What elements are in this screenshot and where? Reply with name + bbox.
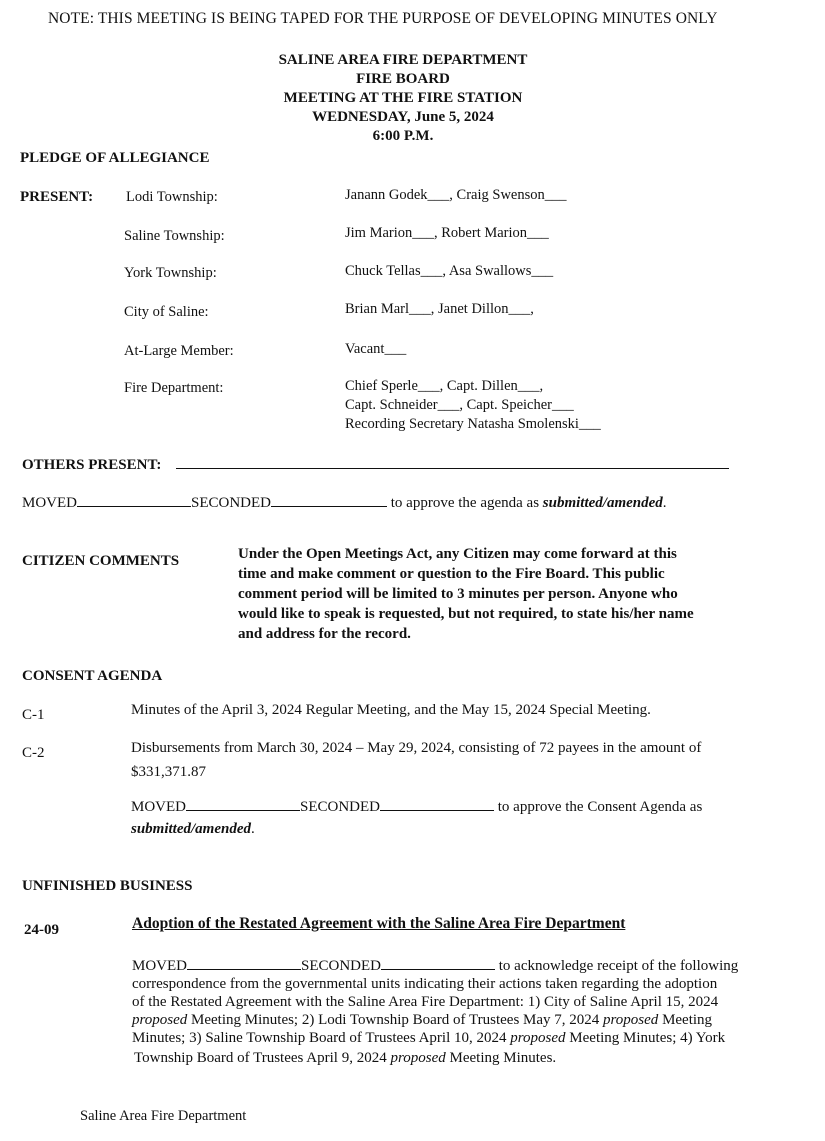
pledge-heading: PLEDGE OF ALLEGIANCE: [20, 150, 210, 166]
unfinished-line-3: of the Restated Agreement with the Saline Area Fire Department: 1) City of Saline April 15, 2024: [132, 994, 719, 1010]
unfinished-motion-line-1: [132, 958, 738, 975]
moved-label: MOVED: [22, 495, 77, 511]
unfinished-business-heading: UNFINISHED BUSINESS: [22, 878, 193, 894]
others-present-heading: OTHERS PRESENT:: [22, 457, 162, 473]
taping-note: NOTE: THIS MEETING IS BEING TAPED FOR THE PURPOSE OF DEVELOPING MINUTES ONLY: [48, 10, 718, 27]
consent-code-c2: C-2: [22, 745, 45, 761]
proposed-word: proposed: [510, 1030, 566, 1046]
members-fire-dept-2: Capt. Schneider___, Capt. Speicher___: [345, 397, 574, 413]
consent-motion-end: .: [251, 821, 255, 837]
moved-label: MOVED: [131, 799, 186, 815]
citizen-line-2: time and make comment or question to the Fire Board. This public: [238, 566, 665, 582]
members-saline-township: Jim Marion___, Robert Marion___: [345, 225, 549, 241]
seconded-blank: [380, 809, 494, 811]
members-fire-dept-3: Recording Secretary Natasha Smolenski___: [345, 416, 601, 432]
consent-motion-text: to approve the Consent Agenda as: [497, 799, 703, 815]
agenda-motion-text: to approve the agenda as: [390, 495, 543, 511]
members-fire-dept-1: Chief Sperle___, Capt. Dillen___,: [345, 378, 544, 394]
unit-lodi: Lodi Township:: [126, 189, 218, 205]
unfinished-line-6b: Meeting Minutes.: [445, 1050, 557, 1066]
unfinished-line-4a: Meeting Minutes; 2) Lodi Township Board of Trustees May 7, 2024: [187, 1012, 604, 1028]
unfinished-line-4: [132, 1012, 712, 1029]
members-at-large: Vacant___: [345, 341, 407, 357]
moved-blank: [187, 968, 301, 970]
consent-agenda-heading: CONSENT AGENDA: [22, 668, 163, 684]
agenda-motion: [22, 495, 667, 512]
unfinished-line-6: [134, 1050, 556, 1067]
board-title: FIRE BOARD: [356, 71, 450, 87]
consent-text-c2: Disbursements from March 30, 2024 – May 29, 2024, consisting of 72 payees in the amount of: [131, 740, 702, 756]
seconded-label: SECONDED: [191, 495, 272, 511]
members-lodi: Janann Godek___, Craig Swenson___: [345, 187, 567, 203]
proposed-word: proposed: [390, 1050, 446, 1066]
citizen-comments-heading: CITIZEN COMMENTS: [22, 553, 180, 569]
unfinished-line-4b: Meeting: [658, 1012, 713, 1028]
unit-fire-dept: Fire Department:: [124, 380, 224, 396]
unfinished-line1-end: to acknowledge receipt of the following: [498, 958, 739, 974]
seconded-blank: [381, 968, 495, 970]
meeting-time: 6:00 P.M.: [372, 128, 434, 144]
others-present-line: [176, 468, 729, 469]
consent-code-c1: C-1: [22, 707, 45, 723]
present-heading: PRESENT:: [20, 189, 94, 205]
org-title: SALINE AREA FIRE DEPARTMENT: [278, 52, 528, 68]
seconded-label: SECONDED: [301, 958, 382, 974]
citizen-line-5: and address for the record.: [238, 626, 411, 642]
agenda-motion-emph: submitted/amended: [542, 495, 663, 511]
moved-label: MOVED: [132, 958, 187, 974]
consent-motion: [131, 799, 702, 816]
moved-blank: [186, 809, 300, 811]
consent-motion-emph: submitted/amended: [131, 821, 251, 837]
citizen-line-1: Under the Open Meetings Act, any Citizen may come forward at this: [238, 546, 677, 562]
consent-text-c2-amount: $331,371.87: [131, 764, 206, 780]
citizen-line-3: comment period will be limited to 3 minutes per person. Anyone who: [238, 586, 678, 602]
members-city-saline: Brian Marl___, Janet Dillon___,: [345, 301, 534, 317]
meeting-date: WEDNESDAY, June 5, 2024: [312, 109, 494, 125]
seconded-blank: [271, 505, 387, 507]
unfinished-line-6a: Township Board of Trustees April 9, 2024: [134, 1050, 391, 1066]
page-footer: Saline Area Fire Department: [80, 1108, 247, 1124]
unit-saline-township: Saline Township:: [124, 228, 225, 244]
unfinished-line-5b: Meeting Minutes; 4) York: [565, 1030, 726, 1046]
item-code-24-09: 24-09: [24, 922, 59, 938]
members-york: Chuck Tellas___, Asa Swallows___: [345, 263, 554, 279]
unit-at-large: At-Large Member:: [124, 343, 234, 359]
proposed-word: proposed: [132, 1012, 188, 1028]
unfinished-line-2: correspondence from the governmental units indicating their actions taken regarding the adoption: [132, 976, 718, 992]
meeting-location: MEETING AT THE FIRE STATION: [283, 90, 523, 106]
proposed-word: proposed: [603, 1012, 659, 1028]
consent-motion-line2: [131, 821, 255, 838]
unit-york: York Township:: [124, 265, 217, 281]
unit-city-saline: City of Saline:: [124, 304, 209, 320]
citizen-line-4: would like to speak is requested, but not required, to state his/her name: [238, 606, 694, 622]
unfinished-line-5a: Minutes; 3) Saline Township Board of Trustees April 10, 2024: [132, 1030, 511, 1046]
consent-text-c1: Minutes of the April 3, 2024 Regular Meeting, and the May 15, 2024 Special Meeting.: [131, 702, 651, 718]
moved-blank: [77, 505, 191, 507]
unfinished-line-5: [132, 1030, 725, 1047]
agenda-motion-end: .: [662, 495, 667, 511]
item-title-24-09: Adoption of the Restated Agreement with the Saline Area Fire Department: [132, 915, 626, 932]
seconded-label: SECONDED: [300, 799, 381, 815]
